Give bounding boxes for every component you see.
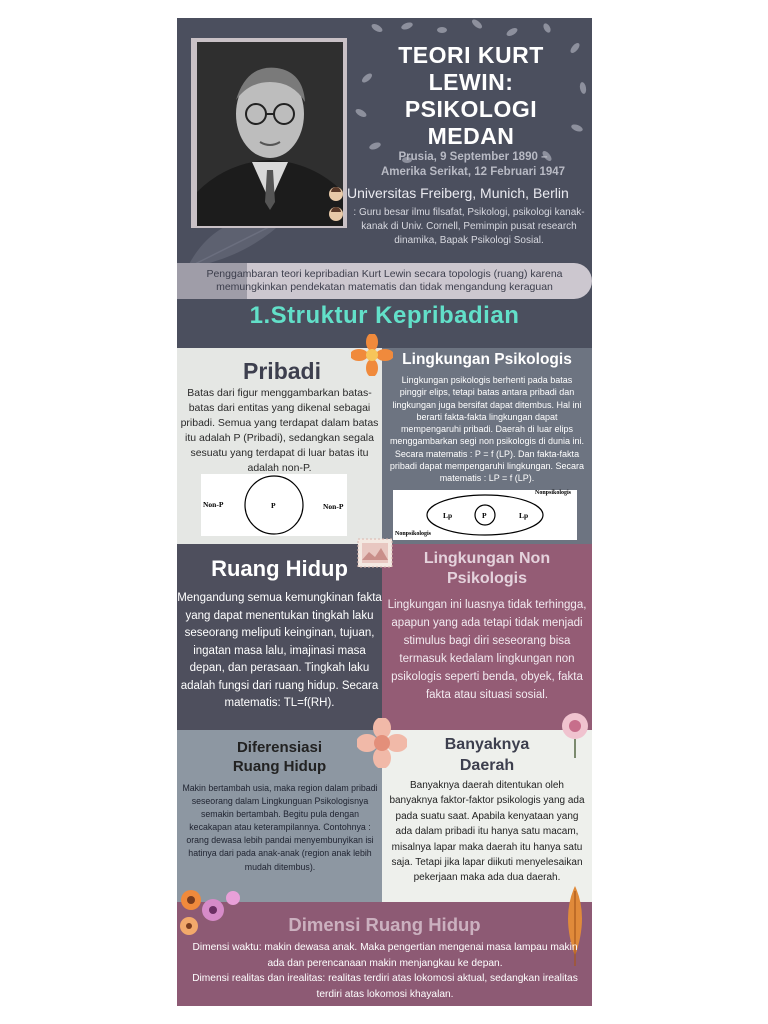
birth-date: Prusia, 9 September 1890 – xyxy=(398,151,548,163)
banner-line: memungkinkan pendekatan matematis dan tidak mengandung keraguan xyxy=(216,281,553,293)
pribadi-heading: Pribadi xyxy=(243,358,321,384)
lingkungan-psikologis-text: Lingkungan psikologis berhenti pada batas pinggir elips, tetapi batas antara pribadi dan lingkungan juga bersifat dapat ditembus. Hal ini berarti fakta-fakta lingkungan dapat mempengaruhi pribadi. Daerah di luar elips menggambarkan segi non psikologis di dunia ini. Secara matematis : P = f (LP). Dan fakta-fakta pribadi dapat mempengaruhi lingkungan. Secara matematis : LP = f (LP). xyxy=(389,375,585,484)
dimensi-line: Dimensi realitas dan irealitas: realitas terdiri atas lokomosi aktual, sedangkan irealitas terdiri atas lokomosi khayalan. xyxy=(192,973,578,1000)
diagram-label-lp: Lp xyxy=(443,511,453,520)
person-emoji-icon xyxy=(329,207,343,221)
diferensiasi-text: Makin bertambah usia, maka region dalam pribadi seseorang dalam Lingkunguan Psikologisnya semakin bertambah. Begitu pula dengan kecakapan atau keterampilannya. Contohnya : orang dewasa lebih pandai menyembunyikan isi hatinya dari pada anak-anak (region anak lebih mudah ditembus). xyxy=(182,783,378,872)
lingkungan-non-psikologis-heading xyxy=(382,549,592,589)
life-dates xyxy=(365,150,581,180)
dimensi-line: Dimensi waktu: makin dewasa anak. Maka pengertian mengenai masa lampau makin ada dan perencanaan makin menjangkau ke depan. xyxy=(192,942,578,969)
ruang-hidup-text: Mengandung semua kemungkinan fakta yang dapat menentukan tingkah laku seseorang meliputi keinginan, tujuan, ingatan masa lalu, imajinasi masa depan, dan perasaan. Tingkah laku adalah fungsi dari ruang hidup. Secara matematis: TL=f(RH). xyxy=(177,592,382,709)
lingkungan-psikologis-heading: Lingkungan Psikologis xyxy=(402,351,572,368)
title-line: MEDAN xyxy=(427,123,515,149)
portrait-photo xyxy=(197,42,343,226)
heading-line: Psikologis xyxy=(446,570,528,587)
diagram-label-lp: Lp xyxy=(519,511,529,520)
diagram-label-nonpsikologis: Nonpsikologis xyxy=(395,531,432,537)
diferensiasi-heading xyxy=(177,738,382,776)
diagram-label-p: P xyxy=(482,511,487,520)
page-title xyxy=(357,42,585,150)
heading-line: Ruang Hidup xyxy=(232,758,327,775)
heading-line: Daerah xyxy=(459,757,515,774)
title-line: LEWIN: xyxy=(428,69,514,95)
university-row xyxy=(329,184,591,202)
infographic-poster xyxy=(177,18,592,1006)
title-line: TEORI KURT xyxy=(398,42,544,68)
heading-line: Diferensiasi xyxy=(236,739,323,756)
diagram-label-non-p: Non-P xyxy=(203,500,224,509)
diagram-label-nonpsikologis: Nonpsikologis xyxy=(535,490,572,496)
title-line: PSIKOLOGI xyxy=(404,96,538,122)
section-title: 1.Struktur Kepribadian xyxy=(249,302,520,329)
banner-line: Penggambaran teori kepribadian Kurt Lewin secara topologis (ruang) karena xyxy=(206,268,563,280)
dimensi-text xyxy=(185,940,585,1002)
university-text: Universitas Freiberg, Munich, Berlin xyxy=(347,185,569,201)
ruang-hidup-heading: Ruang Hidup xyxy=(211,556,348,581)
banyaknya-daerah-heading xyxy=(382,734,592,776)
heading-line: Lingkungan Non xyxy=(423,550,551,567)
lingkungan-non-psikologis-text: Lingkungan ini luasnya tidak terhingga, apapun yang ada tetapi tidak menjadi stimulus bagi diri seseorang bisa termasuk kedalam lingkungan non psikologis seperti benda, obyek, fakta fakta atau situasi sosial. xyxy=(387,599,587,701)
diagram-label-non-p: Non-P xyxy=(323,502,344,511)
pribadi-text: Batas dari figur menggambarkan batas-batas dari entitas yang dikenal sebagai pribadi. Semua yang terdapat dalam batas itu adalah P (Pribadi), sedangkan segala sesuatu yang terdapat di luar batas itu adalah non-P. xyxy=(180,387,379,474)
banyaknya-daerah-text: Banyaknya daerah ditentukan oleh banyaknya faktor-faktor psikologis yang ada pada suatu saat. Apabila kenyataan yang ada dalam pribadi itu hanya satu macam, misalnya lapar maka daerah itu hanya satu saja. Tetapi jika lapar diikuti menyelesaikan pekerjaan maka ada dua daerah. xyxy=(389,780,585,884)
roles-text: : Guru besar ilmu filsafat, Psikologi, psikologi kanak-kanak di Univ. Cornell, Pemimpin pusat research dinamika, Bapak Psikologi Sosial. xyxy=(353,207,585,246)
pribadi-diagram xyxy=(201,474,347,536)
intro-banner xyxy=(177,263,592,299)
roles-row xyxy=(329,206,591,248)
heading-line: Banyaknya xyxy=(444,736,530,753)
dimensi-heading: Dimensi Ruang Hidup xyxy=(288,914,481,935)
lingkungan-diagram xyxy=(393,490,577,540)
death-date: Amerika Serikat, 12 Februari 1947 xyxy=(380,166,566,178)
diagram-label-p: P xyxy=(271,501,276,510)
person-emoji-icon xyxy=(329,187,343,201)
